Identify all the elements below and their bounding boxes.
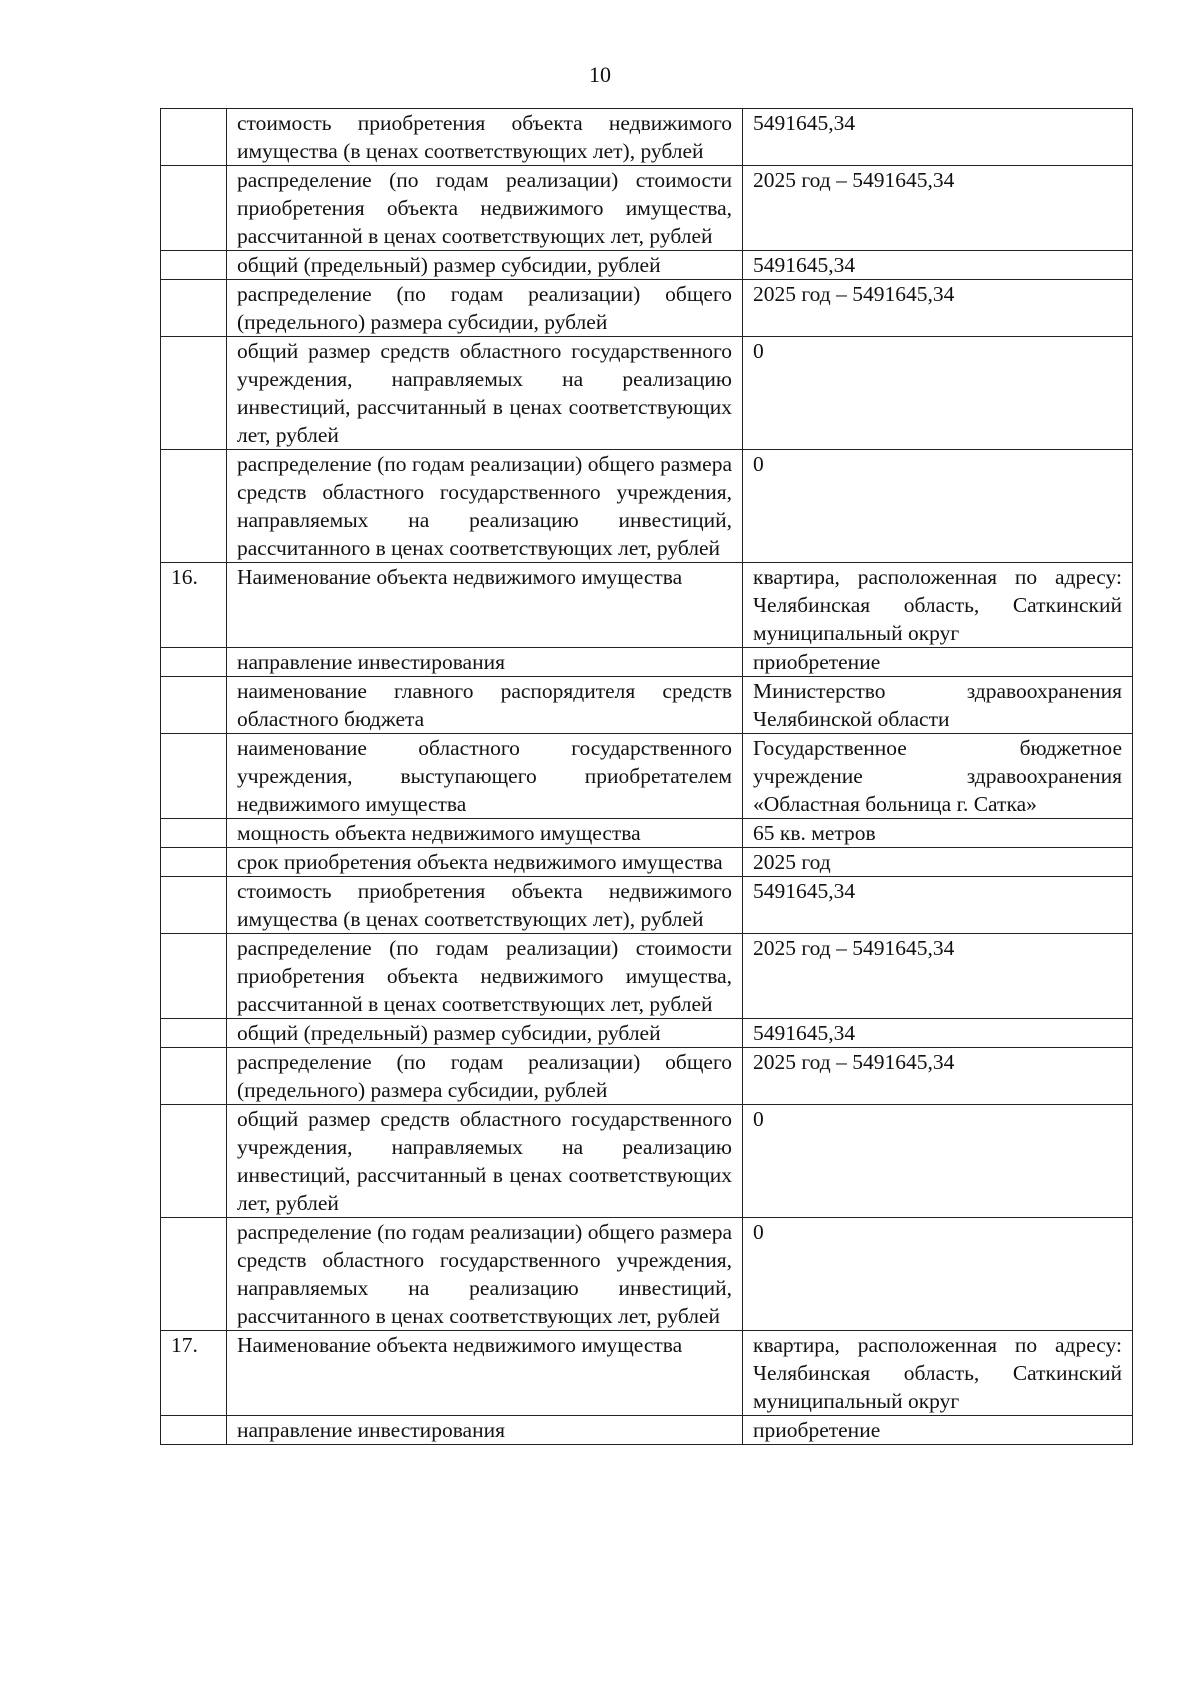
row-number (161, 819, 227, 848)
row-number (161, 648, 227, 677)
row-value: 65 кв. метров (743, 819, 1133, 848)
table-row (161, 1019, 1133, 1048)
row-description: общий размер средств областного государственного учреждения, направляемых на реализацию инвестиций, рассчитанный в ценах соответствующих лет, рублей (227, 337, 743, 450)
table-row (161, 848, 1133, 877)
table-row (161, 563, 1133, 648)
row-value: квартира, расположенная по адресу: Челябинская область, Саткинский муниципальный округ (743, 1331, 1133, 1416)
row-description: мощность объекта недвижимого имущества (227, 819, 743, 848)
row-description: Наименование объекта недвижимого имущества (227, 1331, 743, 1416)
row-number (161, 934, 227, 1019)
row-description: срок приобретения объекта недвижимого имущества (227, 848, 743, 877)
table-row (161, 1105, 1133, 1218)
row-value: 2025 год – 5491645,34 (743, 934, 1133, 1019)
row-value: 0 (743, 1218, 1133, 1331)
table-row (161, 877, 1133, 934)
row-value: квартира, расположенная по адресу: Челябинская область, Саткинский муниципальный округ (743, 563, 1133, 648)
row-value: приобретение (743, 648, 1133, 677)
table-row (161, 109, 1133, 166)
table-row (161, 648, 1133, 677)
row-value: 2025 год – 5491645,34 (743, 280, 1133, 337)
row-value: 2025 год (743, 848, 1133, 877)
row-value: 2025 год – 5491645,34 (743, 1048, 1133, 1105)
page-number: 10 (589, 62, 611, 87)
row-description: направление инвестирования (227, 1416, 743, 1445)
row-value: 2025 год – 5491645,34 (743, 166, 1133, 251)
table-row (161, 337, 1133, 450)
table-row (161, 734, 1133, 819)
row-number: 17. (161, 1331, 227, 1416)
row-description: распределение (по годам реализации) стоимости приобретения объекта недвижимого имущества, рассчитанной в ценах соответствующих лет, рублей (227, 934, 743, 1019)
row-description: распределение (по годам реализации) общего размера средств областного государственного учреждения, направляемых на реализацию инвестиций, рассчитанного в ценах соответствующих лет, рублей (227, 450, 743, 563)
row-number (161, 848, 227, 877)
row-number (161, 251, 227, 280)
row-description: распределение (по годам реализации) общего (предельного) размера субсидии, рублей (227, 1048, 743, 1105)
row-description: Наименование объекта недвижимого имущества (227, 563, 743, 648)
row-number (161, 337, 227, 450)
row-value: 0 (743, 450, 1133, 563)
table-row (161, 819, 1133, 848)
table-row (161, 251, 1133, 280)
table-row (161, 677, 1133, 734)
row-value: Министерство здравоохранения Челябинской области (743, 677, 1133, 734)
row-description: распределение (по годам реализации) общего (предельного) размера субсидии, рублей (227, 280, 743, 337)
row-description: наименование областного государственного учреждения, выступающего приобретателем недвижимого имущества (227, 734, 743, 819)
table-row (161, 450, 1133, 563)
row-description: распределение (по годам реализации) общего размера средств областного государственного учреждения, направляемых на реализацию инвестиций, рассчитанного в ценах соответствующих лет, рублей (227, 1218, 743, 1331)
investment-table-body (161, 109, 1133, 1445)
table-row (161, 166, 1133, 251)
row-description: стоимость приобретения объекта недвижимого имущества (в ценах соответствующих лет), рублей (227, 109, 743, 166)
row-number (161, 677, 227, 734)
row-number (161, 166, 227, 251)
row-number (161, 877, 227, 934)
table-row (161, 1218, 1133, 1331)
row-number: 16. (161, 563, 227, 648)
row-description: общий размер средств областного государственного учреждения, направляемых на реализацию инвестиций, рассчитанный в ценах соответствующих лет, рублей (227, 1105, 743, 1218)
row-description: общий (предельный) размер субсидии, рублей (227, 251, 743, 280)
row-number (161, 1416, 227, 1445)
row-value: 0 (743, 1105, 1133, 1218)
row-value: 5491645,34 (743, 251, 1133, 280)
row-number (161, 734, 227, 819)
row-number (161, 280, 227, 337)
row-value: 0 (743, 337, 1133, 450)
row-number (161, 1218, 227, 1331)
row-value: приобретение (743, 1416, 1133, 1445)
table-row (161, 1048, 1133, 1105)
row-value: 5491645,34 (743, 109, 1133, 166)
row-value: 5491645,34 (743, 1019, 1133, 1048)
row-value: 5491645,34 (743, 877, 1133, 934)
table-row (161, 934, 1133, 1019)
row-description: распределение (по годам реализации) стоимости приобретения объекта недвижимого имущества, рассчитанной в ценах соответствующих лет, рублей (227, 166, 743, 251)
table-row (161, 1416, 1133, 1445)
row-description: общий (предельный) размер субсидии, рублей (227, 1019, 743, 1048)
row-number (161, 1048, 227, 1105)
row-number (161, 109, 227, 166)
row-description: направление инвестирования (227, 648, 743, 677)
row-description: стоимость приобретения объекта недвижимого имущества (в ценах соответствующих лет), рублей (227, 877, 743, 934)
row-number (161, 1019, 227, 1048)
row-value: Государственное бюджетное учреждение здравоохранения «Областная больница г. Сатка» (743, 734, 1133, 819)
row-description: наименование главного распорядителя средств областного бюджета (227, 677, 743, 734)
row-number (161, 450, 227, 563)
row-number (161, 1105, 227, 1218)
table-row (161, 280, 1133, 337)
investment-table (160, 108, 1133, 1445)
table-row (161, 1331, 1133, 1416)
